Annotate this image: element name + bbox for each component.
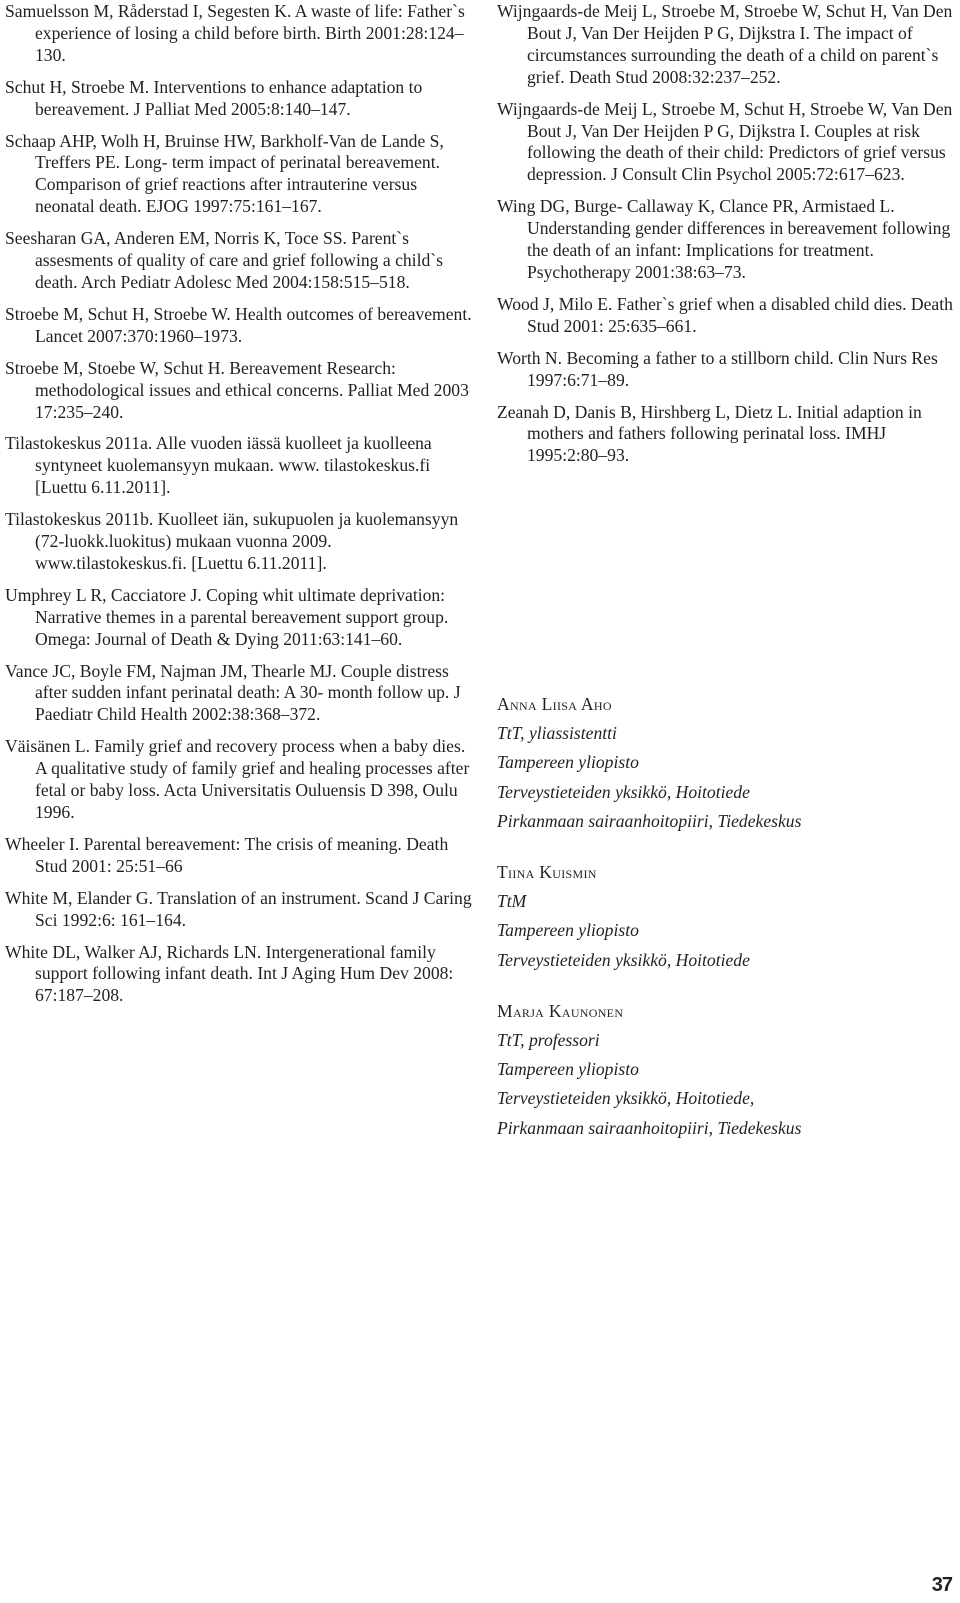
reference-entry: Väisänen L. Family grief and recovery process when a baby dies. A qualitative study of family grief and healing processes after fetal or baby loss. Acta Universitatis Ouluensis D 398, Oulu 1996. [5, 736, 470, 822]
reference-entry: Stroebe M, Stoebe W, Schut H. Bereavement Research: methodological issues and ethical concerns. Palliat Med 2003 17:235–240. [5, 357, 469, 422]
reference-entry: White DL, Walker AJ, Richards LN. Intergenerational family support following infant death. Int J Aging Hum Dev 2008: 67:187–208. [5, 941, 454, 1006]
reference-entry: Umphrey L R, Cacciatore J. Coping whit ultimate deprivation: Narrative themes in a parental bereavement support group. Omega: Journal of Death & Dying 2011:63:141–60. [5, 584, 449, 649]
reference-entry: Samuelsson M, Råderstad I, Segesten K. A waste of life: Father`s experience of losing a child before birth. Birth 2001:28:124–130. [5, 1, 465, 65]
author-affiliation: Tampereen yliopisto [497, 752, 639, 773]
author-affiliation: Pirkanmaan sairaanhoitopiiri, Tiedekeskus [497, 810, 802, 831]
reference-entry: Tilastokeskus 2011b. Kuolleet iän, sukupuolen ja kuolemansyyn (72-luokk.luokitus) mukaan vuonna 2009. www.tilastokeskus.fi. [Luettu 6.11.2011]. [5, 509, 459, 573]
references-left-column [5, 0, 475, 1017]
author-info [497, 690, 957, 1165]
reference-entry: Wijngaards-de Meij L, Stroebe M, Schut H, Stroebe W, Van Den Bout J, Van Der Heijden P G, Dijkstra I. Couples at risk following the death of their child: Predictors of grief versus depression. J Consult Clin Psychol 2005:72:617–623. [497, 98, 953, 185]
author-name: Marja Kaunonen [497, 1000, 624, 1021]
reference-entry: Seesharan GA, Anderen EM, Norris K, Toce SS. Parent`s assesments of quality of care and grief following a child`s death. Arch Pediatr Adolesc Med 2004:158:515–518. [5, 228, 443, 292]
reference-entry: Vance JC, Boyle FM, Najman JM, Thearle MJ. Couple distress after sudden infant perinatal death: A 30- month follow up. J Paediatr Child Health 2002:38:368–372. [5, 660, 461, 725]
reference-entry: Worth N. Becoming a father to a stillborn child. Clin Nurs Res 1997:6:71–89. [497, 347, 938, 390]
author-name: Tiina Kuismin [497, 862, 597, 883]
reference-entry: Wood J, Milo E. Father`s grief when a disabled child dies. Death Stud 2001: 25:635–661. [497, 293, 953, 336]
reference-entry: Wing DG, Burge- Callaway K, Clance PR, Armistaed L. Understanding gender differences in bereavement following the death of an infant: Implications for treatment. Psychotherapy 2001:38:63–73. [497, 196, 951, 282]
author-affiliation: TtM [497, 891, 527, 912]
author-affiliation: Tampereen yliopisto [497, 1059, 639, 1080]
author-block [497, 690, 957, 836]
reference-entry: Schut H, Stroebe M. Interventions to enhance adaptation to bereavement. J Palliat Med 2005:8:140–147. [5, 76, 423, 119]
author-block [497, 858, 957, 975]
reference-entry: Wheeler I. Parental bereavement: The crisis of meaning. Death Stud 2001: 25:51–66 [5, 833, 449, 876]
author-affiliation: Terveystieteiden yksikkö, Hoitotiede [497, 949, 750, 970]
reference-entry: White M, Elander G. Translation of an instrument. Scand J Caring Sci 1992:6: 161–164. [5, 887, 472, 930]
reference-entry: Tilastokeskus 2011a. Alle vuoden iässä kuolleet ja kuolleena syntyneet kuolemansyyn mukaan. www. tilastokeskus.fi [Luettu 6.11.2011]. [5, 433, 432, 498]
page-number: 37 [931, 1574, 952, 1596]
author-affiliation: TtT, yliassistentti [497, 723, 617, 744]
author-affiliation: Tampereen yliopisto [497, 920, 639, 941]
reference-entry: Stroebe M, Schut H, Stroebe W. Health outcomes of bereavement. Lancet 2007:370:1960–1973. [5, 303, 472, 346]
reference-entry: Wijngaards-de Meij L, Stroebe M, Stroebe W, Schut H, Van Den Bout J, Van Der Heijden P G, Dijkstra I. The impact of circumstances surrounding the death of a child on parent`s grief. Death Stud 2008:32:237–252. [497, 1, 953, 87]
author-affiliation: Terveystieteiden yksikkö, Hoitotiede [497, 781, 750, 802]
author-affiliation: TtT, professori [497, 1030, 600, 1051]
references-right-column [497, 0, 957, 477]
author-affiliation: Pirkanmaan sairaanhoitopiiri, Tiedekeskus [497, 1117, 802, 1138]
reference-entry: Zeanah D, Danis B, Hirshberg L, Dietz L. Initial adaption in mothers and fathers following perinatal loss. IMHJ 1995:2:80–93. [497, 401, 922, 466]
author-block [497, 997, 957, 1143]
author-affiliation: Terveystieteiden yksikkö, Hoitotiede, [497, 1088, 755, 1109]
author-name: Anna Liisa Aho [497, 694, 612, 714]
reference-entry: Schaap AHP, Wolh H, Bruinse HW, Barkholf-Van de Lande S, Treffers PE. Long- term impact of perinatal bereavement. Comparison of grief reactions after intrauterine versus neonatal death. EJOG 1997:75:161–167. [5, 130, 444, 217]
